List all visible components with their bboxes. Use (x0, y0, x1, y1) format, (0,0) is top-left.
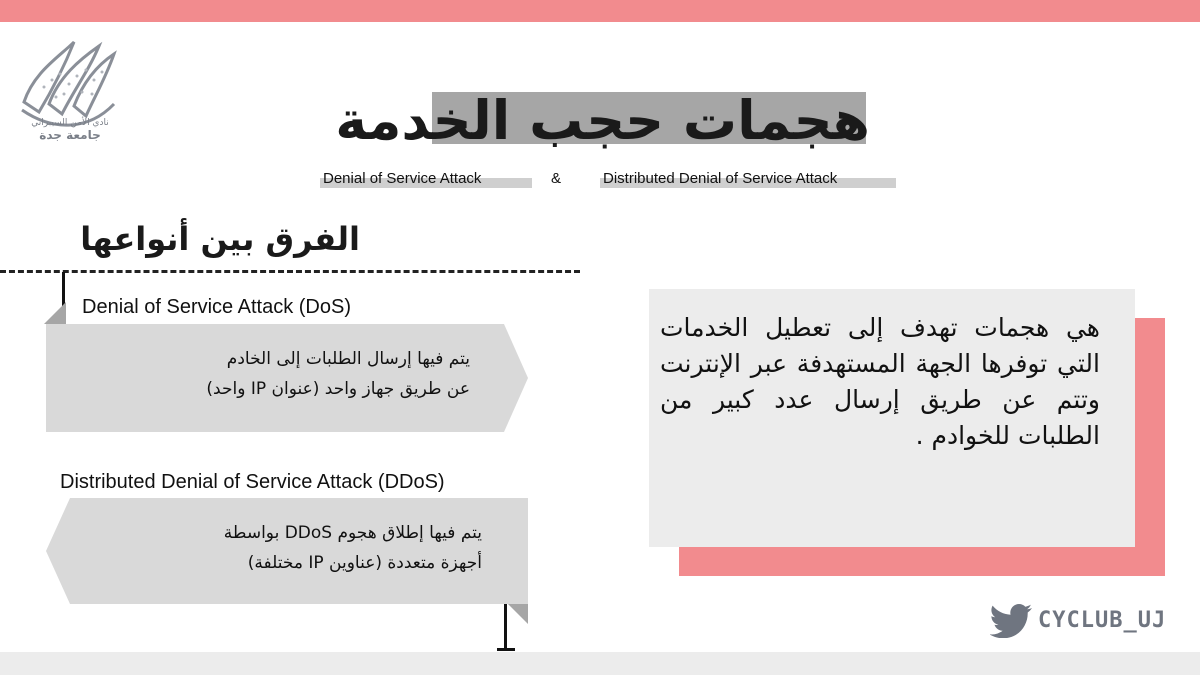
dos-label: Denial of Service Attack (DoS) (82, 296, 351, 318)
ddos-description-line1: يتم فيها إطلاق هجوم DDoS بواسطة (223, 523, 482, 543)
subtitle-ampersand: & (551, 170, 562, 187)
dos-description-line1: يتم فيها إرسال الطلبات إلى الخادم (226, 349, 470, 369)
section-title: الفرق بين أنواعها (80, 220, 360, 258)
bottom-bar (0, 652, 1200, 675)
subtitle-left: Denial of Service Attack (323, 170, 482, 187)
logo-line1: نادي الأمن السيبراني (31, 118, 109, 128)
logo-line2: جامعة جدة (39, 128, 101, 142)
twitter-icon (990, 604, 1034, 638)
page-title: هجمات حجب الخدمة (335, 89, 870, 152)
dashed-divider (0, 270, 580, 273)
twitter-handle[interactable]: CYCLUB_UJ (1038, 608, 1167, 633)
ddos-label: Distributed Denial of Service Attack (DDoS) (60, 471, 445, 493)
ddos-description-line2: أجهزة متعددة (عناوين IP مختلفة) (247, 553, 482, 573)
timeline-tick-foot (497, 648, 515, 651)
definition-text: هي هجمات تهدف إلى تعطيل الخدمات التي توفرها الجهة المستهدفة عبر الإنترنت وتتم عن طريق إرسال عدد كبير من الطلبات للخوادم . (660, 313, 1100, 450)
dos-description-line2: عن طريق جهاز واحد (عنوان IP واحد) (206, 379, 470, 399)
subtitle-right: Distributed Denial of Service Attack (603, 170, 838, 187)
top-accent-bar (0, 0, 1200, 22)
